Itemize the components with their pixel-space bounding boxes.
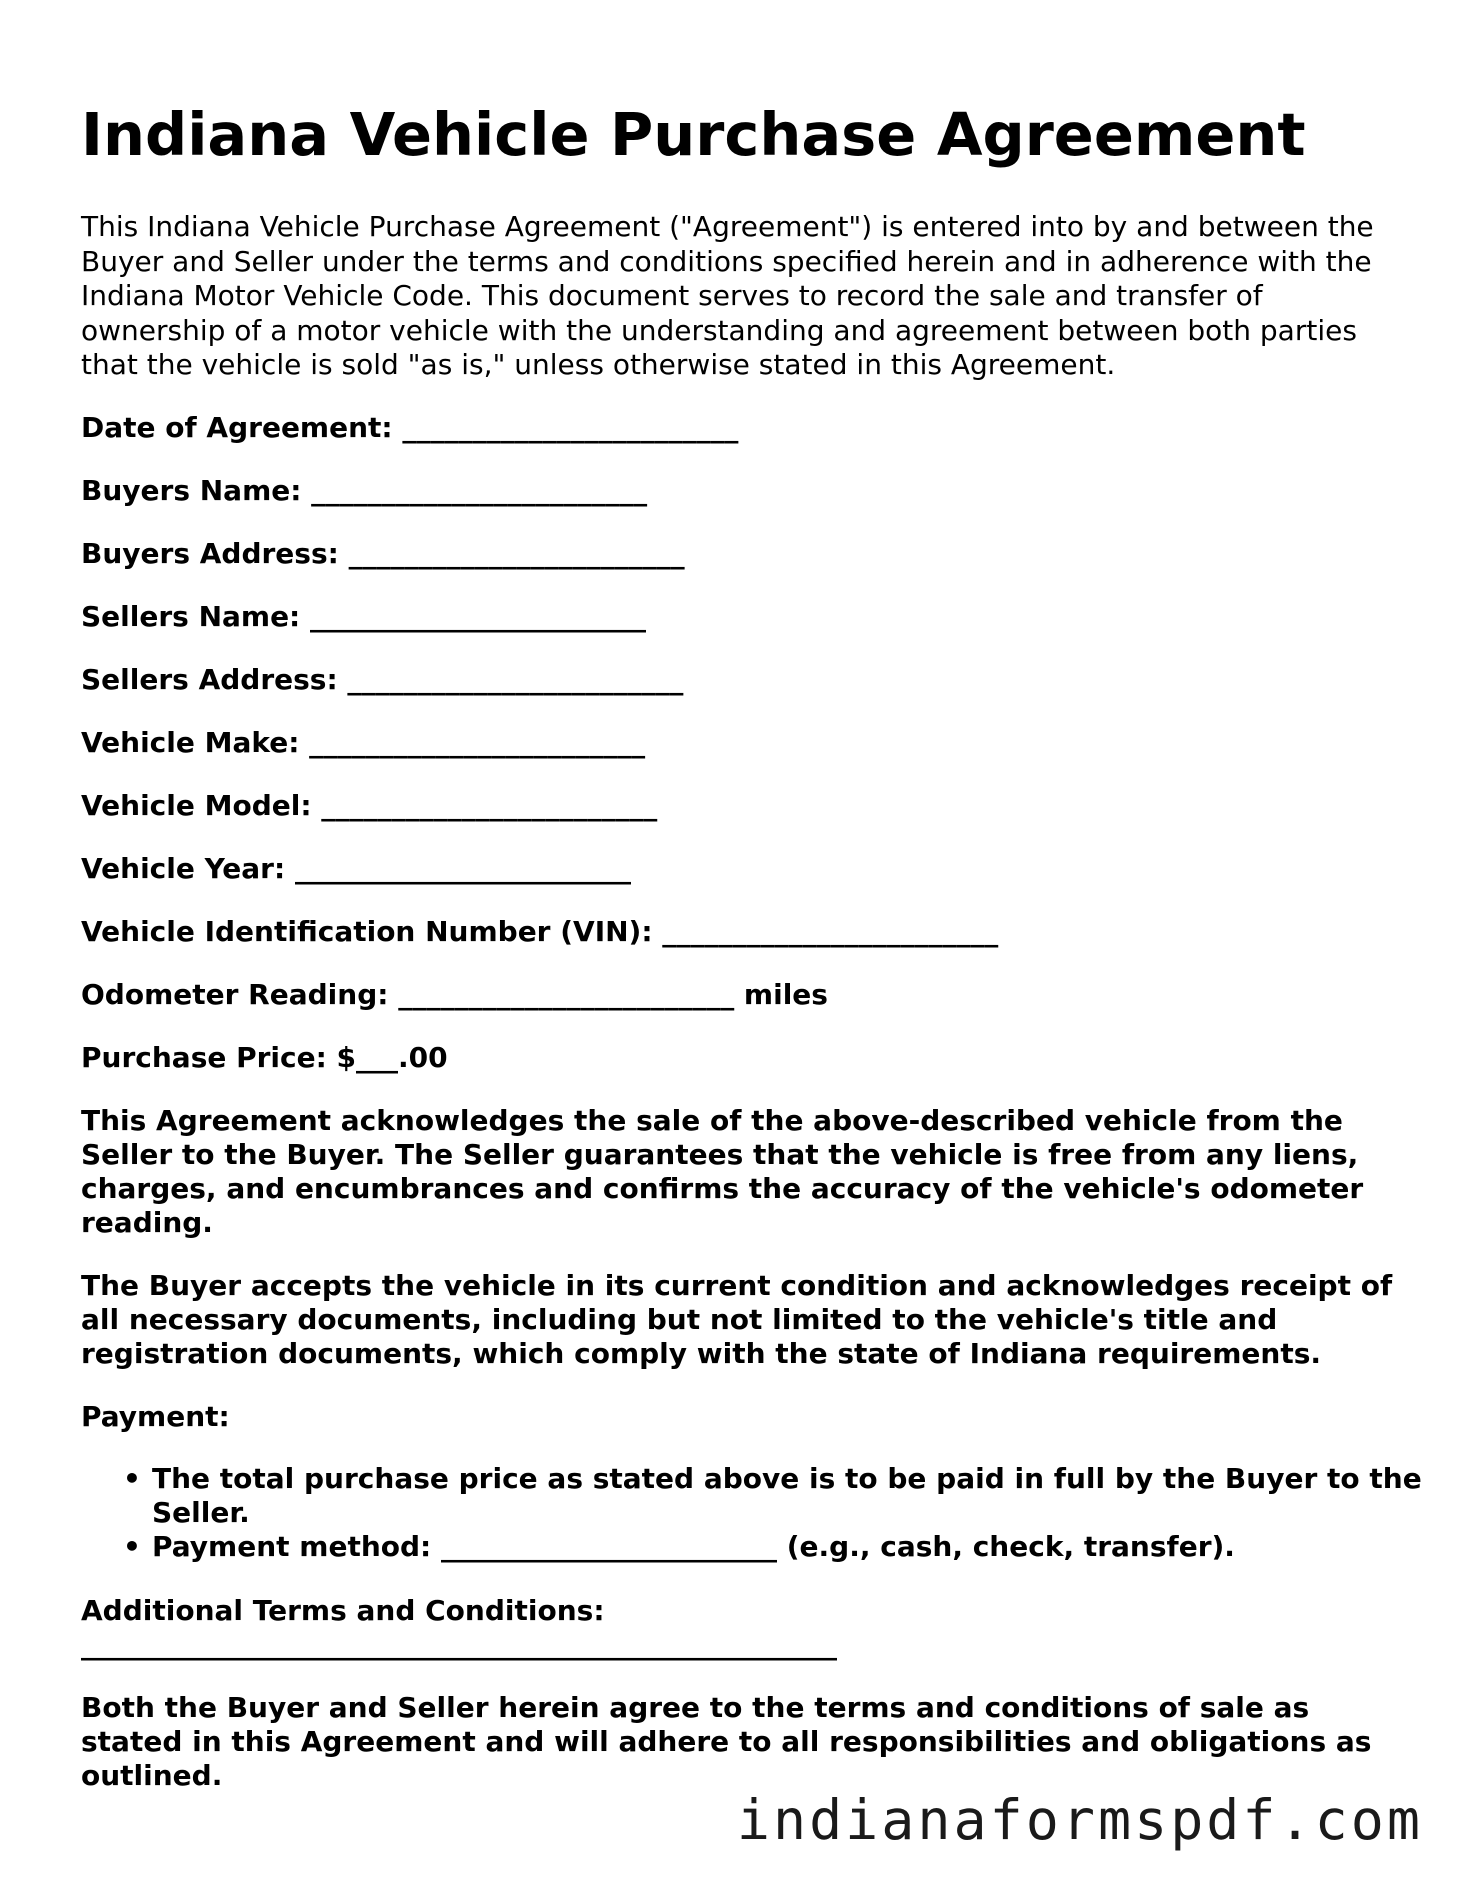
document-title: Indiana Vehicle Purchase Agreement: [81, 100, 1306, 169]
intro-paragraph: This Indiana Vehicle Purchase Agreement ("Agreement") is entered into by and between the Buyer and Seller under the terms and conditions specified herein and in adherence with the Indiana Motor Vehicle Code. This document serves to record the sale and transfer of ownership of a motor vehicle with the understanding and agreement between both parties that the vehicle is sold "as is," unless otherwise stated in this Agreement.: [81, 210, 1374, 381]
payment-list: [81, 1462, 1471, 1564]
vehicle-make-field: Vehicle Make: ________________________: [81, 726, 646, 759]
buyer-acceptance-paragraph: The Buyer accepts the vehicle in its current condition and acknowledges receipt of all necessary documents, including but not limited to the vehicle's title and registration documents, which comply with the state of Indiana requirements.: [81, 1269, 1393, 1370]
site-watermark: indianaformspdf.com: [736, 1788, 1423, 1852]
sale-acknowledgement-paragraph: This Agreement acknowledges the sale of the above-described vehicle from the Seller to the Buyer. The Seller guarantees that the vehicle is free from any liens, charges, and encumbrances and confirms the accuracy of the vehicle's odometer reading.: [81, 1104, 1364, 1239]
buyers-name-field: Buyers Name: ________________________: [81, 474, 648, 507]
payment-item-text: The total purchase price as stated above is to be paid in full by the Buyer to the Seller.: [152, 1462, 1422, 1529]
date-of-agreement-field: Date of Agreement: ________________________: [81, 411, 739, 444]
vin-field: Vehicle Identification Number (VIN): ________________________: [81, 915, 999, 948]
odometer-reading-field: Odometer Reading: ________________________ miles: [81, 978, 828, 1011]
additional-terms-line: ______________________________________________________: [81, 1628, 837, 1661]
closing-paragraph: Both the Buyer and Seller herein agree to the terms and conditions of sale as stated in this Agreement and will adhere to all responsibilities and obligations as outlined.: [81, 1691, 1372, 1792]
payment-heading: Payment:: [81, 1400, 230, 1433]
payment-item: [123, 1530, 1471, 1564]
vehicle-model-field: Vehicle Model: ________________________: [81, 789, 658, 822]
sellers-address-field: Sellers Address: ________________________: [81, 663, 684, 696]
bullet-icon: •: [123, 1462, 141, 1495]
additional-terms-heading: Additional Terms and Conditions:: [81, 1594, 605, 1627]
purchase-price-field: Purchase Price: $___.00: [81, 1041, 448, 1074]
bullet-icon: •: [123, 1530, 141, 1563]
payment-item-text: Payment method: ________________________ (e.g., cash, check, transfer).: [152, 1530, 1235, 1563]
sellers-name-field: Sellers Name: ________________________: [81, 600, 647, 633]
payment-item: [123, 1462, 1471, 1530]
vehicle-year-field: Vehicle Year: ________________________: [81, 852, 631, 885]
buyers-address-field: Buyers Address: ________________________: [81, 537, 685, 570]
